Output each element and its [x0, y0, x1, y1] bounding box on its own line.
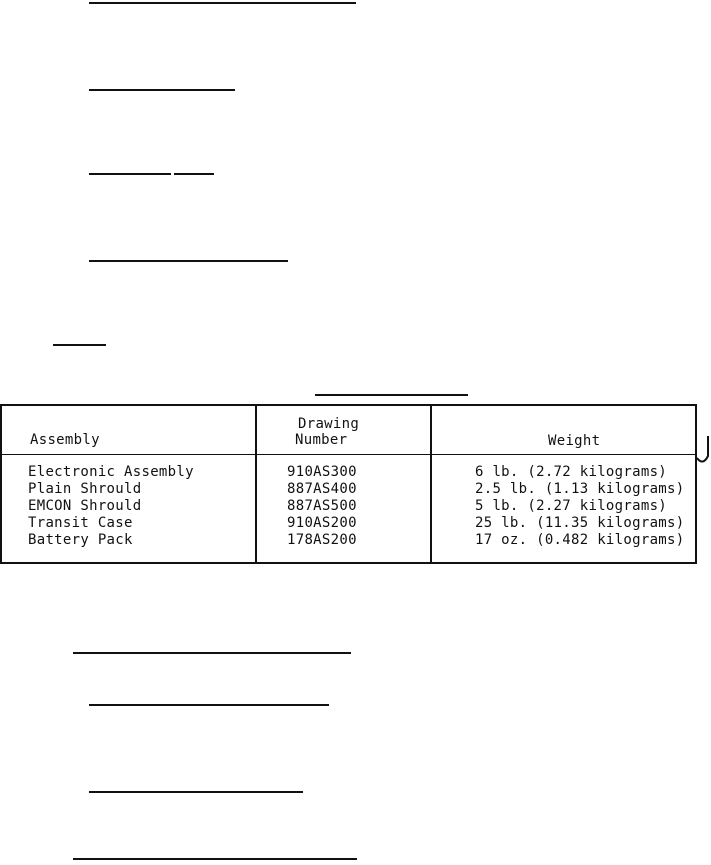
table-row-weight: 25 lb. (11.35 kilograms) — [475, 515, 685, 531]
heading-underline-3b — [174, 173, 214, 175]
table-row-weight: 5 lb. (2.27 kilograms) — [475, 498, 668, 514]
table-row-weight: 6 lb. (2.72 kilograms) — [475, 464, 668, 480]
assembly-table — [0, 404, 697, 564]
table-row-assembly: Battery Pack — [28, 532, 133, 548]
header-assembly: Assembly — [30, 432, 100, 448]
table-row-drawing-number: 910AS300 — [287, 464, 357, 480]
table-row-assembly: Plain Shrould — [28, 481, 142, 497]
table-row-drawing-number: 887AS500 — [287, 498, 357, 514]
heading-underline-9 — [73, 858, 357, 860]
header-weight: Weight — [548, 433, 601, 449]
change-bar-brace-icon — [695, 436, 709, 466]
table-row-weight: 17 oz. (0.482 kilograms) — [475, 532, 685, 548]
heading-underline-8 — [89, 791, 303, 793]
table-title-underline — [315, 394, 468, 396]
table-row-weight: 2.5 lb. (1.13 kilograms) — [475, 481, 685, 497]
header-drawing-line1: Drawing — [298, 416, 360, 432]
table-row-drawing-number: 910AS200 — [287, 515, 357, 531]
heading-underline-5 — [53, 344, 106, 346]
table-row-assembly: Transit Case — [28, 515, 133, 531]
table-row-assembly: EMCON Shrould — [28, 498, 142, 514]
header-drawing-line2: Number — [295, 432, 348, 448]
heading-underline-6 — [73, 652, 351, 654]
heading-underline-3a — [89, 173, 171, 175]
table-row-assembly: Electronic Assembly — [28, 464, 194, 480]
heading-underline-2 — [89, 89, 235, 91]
column-divider-2 — [430, 406, 432, 562]
heading-underline-7 — [89, 704, 329, 706]
table-row-drawing-number: 178AS200 — [287, 532, 357, 548]
heading-underline-1 — [89, 2, 356, 4]
heading-underline-4 — [89, 260, 288, 262]
column-divider-1 — [255, 406, 257, 562]
table-row-drawing-number: 887AS400 — [287, 481, 357, 497]
header-separator — [2, 454, 695, 455]
